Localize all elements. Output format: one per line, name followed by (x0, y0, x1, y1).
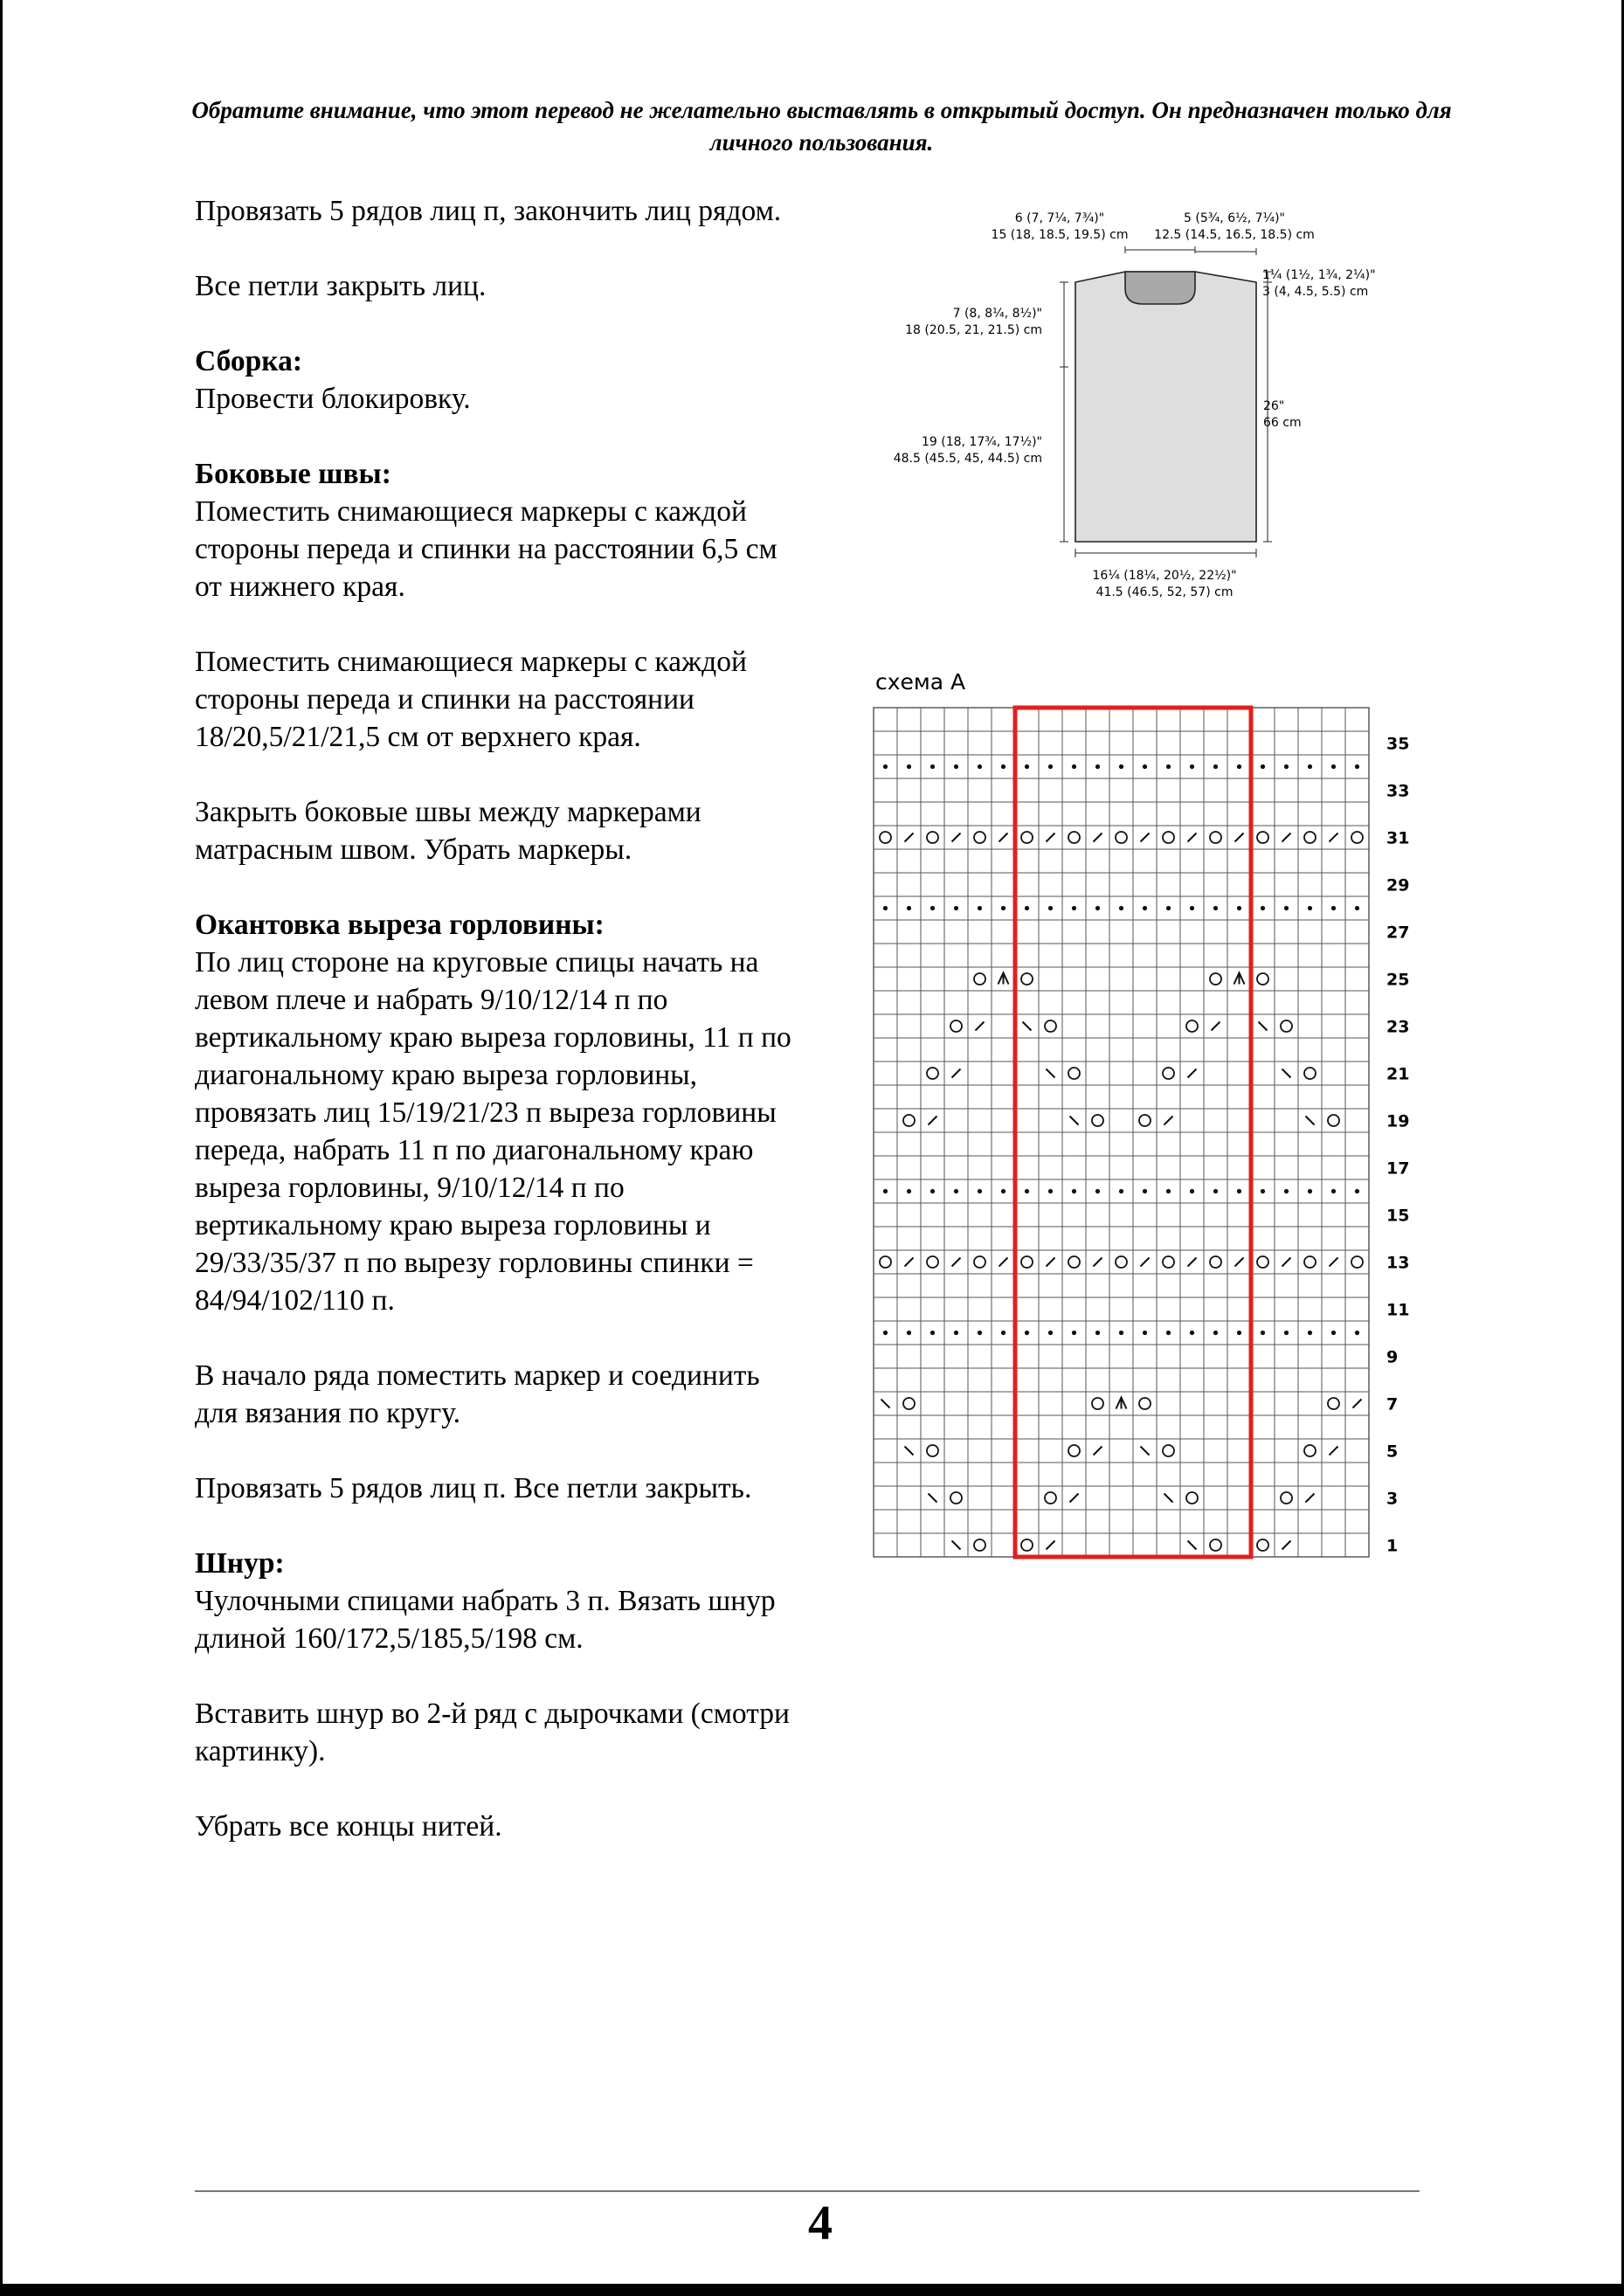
purl-symbol (954, 906, 958, 910)
purl-symbol (1001, 1189, 1005, 1193)
purl-symbol (1072, 1189, 1076, 1193)
purl-symbol (1261, 906, 1265, 910)
paragraph-text: По лиц стороне на круговые спицы начать на левом плече и набрать 9/10/12/14 п по вертикальному краю выреза горловины, 11 п по диагональному краю выреза горловины, провязать лиц 15/19/21/23 п выреза горловины переда, набрать 11 п по диагональному краю выреза горловины, 9/10/12/14 п по вертикальному краю выреза горловины и 29/33/35/37 п по вырезу горловины спинки = 84/94/102/110 п. (195, 946, 791, 1317)
paragraph-text: Поместить снимающиеся маркеры с каждой стороны переда и спинки на расстоянии 6,5 см от нижнего края. (195, 495, 777, 603)
armhole-cm: 18 (20.5, 21, 21.5) cm (905, 323, 1042, 337)
side-in: 19 (18, 17¾, 17½)" (921, 435, 1042, 449)
purl-symbol (1048, 1189, 1053, 1193)
purl-symbol (1048, 764, 1053, 769)
row-label: 17 (1386, 1158, 1410, 1179)
paragraph (195, 1357, 806, 1432)
chart-row-labels (1386, 735, 1409, 1556)
purl-symbol (1119, 906, 1123, 910)
garment-schematic (867, 205, 1409, 607)
purl-symbol (883, 1331, 888, 1335)
purl-symbol (930, 906, 935, 910)
row-label: 31 (1386, 828, 1410, 848)
row-label: 7 (1386, 1394, 1399, 1414)
purl-symbol (883, 1189, 888, 1193)
purl-symbol (1331, 1189, 1336, 1193)
side-cm: 48.5 (45.5, 45, 44.5) cm (893, 452, 1042, 466)
purl-symbol (1355, 764, 1359, 769)
purl-symbol (954, 1189, 958, 1193)
schematic-body (1075, 272, 1256, 542)
purl-symbol (1025, 906, 1029, 910)
purl-symbol (1355, 1331, 1359, 1335)
purl-symbol (1048, 906, 1053, 910)
paragraph (195, 342, 806, 418)
chart-grid (874, 708, 1369, 1557)
purl-symbol (1331, 764, 1336, 769)
shoulder-width-cm: 12.5 (14.5, 16.5, 18.5) cm (1154, 228, 1315, 242)
purl-symbol (930, 764, 935, 769)
paragraph (195, 643, 806, 756)
row-label: 35 (1386, 734, 1410, 754)
page-number: 4 (808, 2196, 833, 2251)
purl-symbol (907, 764, 911, 769)
purl-symbol (907, 906, 911, 910)
row-label: 11 (1386, 1300, 1410, 1320)
paragraph-text: В начало ряда поместить маркер и соединить для вязания по кругу. (195, 1359, 760, 1429)
paragraph (195, 267, 806, 305)
section-heading: Боковые швы: (195, 458, 391, 490)
purl-symbol (1261, 764, 1265, 769)
purl-symbol (1308, 906, 1312, 910)
purl-symbol (1119, 1331, 1123, 1335)
purl-symbol (1190, 764, 1194, 769)
purl-symbol (1213, 1189, 1218, 1193)
purl-symbol (1001, 1331, 1005, 1335)
purl-symbol (1095, 1331, 1100, 1335)
purl-symbol (1261, 1331, 1265, 1335)
paragraph (195, 1695, 806, 1770)
purl-symbol (1166, 1331, 1171, 1335)
notice-text: Обратите внимание, что этот перевод не желательно выставлять в открытый доступ. Он предназначен только для личного пользования. (191, 97, 1452, 156)
row-label: 13 (1386, 1253, 1410, 1273)
purl-symbol (1190, 906, 1194, 910)
length-cm: 66 cm (1263, 416, 1302, 430)
purl-symbol (954, 1331, 958, 1335)
armhole-in: 7 (8, 8¼, 8½)" (952, 307, 1042, 321)
purl-symbol (1237, 1189, 1241, 1193)
purl-symbol (1237, 906, 1241, 910)
purl-symbol (1166, 1189, 1171, 1193)
row-label: 3 (1386, 1489, 1399, 1509)
purl-symbol (1143, 906, 1147, 910)
paragraph-text: Провязать 5 рядов лиц п, закончить лиц рядом. (195, 195, 782, 227)
paragraph-text: Провести блокировку. (195, 383, 471, 415)
purl-symbol (1237, 764, 1241, 769)
width-in: 16¼ (18¼, 20½, 22½)" (1092, 569, 1237, 583)
purl-symbol (907, 1331, 911, 1335)
chart-title: схема А (875, 669, 966, 695)
purl-symbol (1072, 764, 1076, 769)
purl-symbol (978, 1189, 982, 1193)
purl-symbol (883, 764, 888, 769)
purl-symbol (1355, 1189, 1359, 1193)
paragraph (195, 1808, 806, 1845)
paragraph-text: Провязать 5 рядов лиц п. Все петли закрыть. (195, 1472, 752, 1504)
paragraph-text: Поместить снимающиеся маркеры с каждой стороны переда и спинки на расстоянии 18/20,5/21/21,5 см от верхнего края. (195, 646, 747, 753)
purl-symbol (1072, 906, 1076, 910)
shoulder-drop-cm: 3 (4, 4.5, 5.5) cm (1262, 285, 1369, 299)
purl-symbol (1166, 906, 1171, 910)
purl-symbol (1308, 764, 1312, 769)
purl-symbol (883, 906, 888, 910)
purl-symbol (1025, 1331, 1029, 1335)
paragraph (195, 1470, 806, 1507)
row-label: 23 (1386, 1017, 1410, 1037)
purl-symbol (1095, 1189, 1100, 1193)
purl-symbol (1143, 1331, 1147, 1335)
row-label: 9 (1386, 1347, 1399, 1367)
purl-symbol (1213, 906, 1218, 910)
paragraph-text: Закрыть боковые швы между маркерами матрасным швом. Убрать маркеры. (195, 796, 701, 866)
row-label: 27 (1386, 923, 1410, 943)
row-label: 19 (1386, 1111, 1410, 1131)
knitting-chart (867, 664, 1427, 1564)
purl-symbol (1284, 906, 1289, 910)
purl-symbol (1119, 1189, 1123, 1193)
paragraph (195, 1545, 806, 1657)
footer-rule (195, 2190, 1420, 2192)
purl-symbol (1119, 764, 1123, 769)
purl-symbol (1143, 1189, 1147, 1193)
neck-width-in: 6 (7, 7¼, 7¾)" (1014, 211, 1105, 225)
shoulder-width-in: 5 (5¾, 6½, 7¼)" (1184, 211, 1285, 225)
purl-symbol (1166, 764, 1171, 769)
section-heading: Шнур: (195, 1547, 285, 1580)
row-label: 15 (1386, 1206, 1410, 1226)
paragraph (195, 906, 806, 1319)
instructions-column (195, 192, 806, 1883)
purl-symbol (930, 1331, 935, 1335)
purl-symbol (1001, 906, 1005, 910)
purl-symbol (1308, 1331, 1312, 1335)
row-label: 5 (1386, 1442, 1399, 1462)
purl-symbol (1025, 1189, 1029, 1193)
purl-symbol (954, 764, 958, 769)
purl-symbol (978, 764, 982, 769)
purl-symbol (1213, 1331, 1218, 1335)
row-label: 33 (1386, 781, 1410, 801)
purl-symbol (1095, 906, 1100, 910)
purl-symbol (1048, 1331, 1053, 1335)
purl-symbol (1072, 1331, 1076, 1335)
paragraph-text: Чулочными спицами набрать 3 п. Вязать шнур длиной 160/172,5/185,5/198 см. (195, 1585, 776, 1655)
purl-symbol (1355, 906, 1359, 910)
purl-symbol (1001, 764, 1005, 769)
length-in: 26" (1263, 399, 1285, 413)
purl-symbol (1331, 1331, 1336, 1335)
purl-symbol (1331, 906, 1336, 910)
purl-symbol (1284, 1189, 1289, 1193)
purl-symbol (1095, 764, 1100, 769)
paragraph (195, 793, 806, 868)
schematic-neckline (1125, 272, 1195, 304)
purl-symbol (1284, 764, 1289, 769)
row-label: 25 (1386, 970, 1410, 990)
purl-symbol (1143, 764, 1147, 769)
purl-symbol (1190, 1189, 1194, 1193)
purl-symbol (1261, 1189, 1265, 1193)
purl-symbol (978, 1331, 982, 1335)
purl-symbol (1213, 764, 1218, 769)
paragraph-text: Вставить шнур во 2-й ряд с дырочками (смотри картинку). (195, 1698, 790, 1767)
row-label: 21 (1386, 1064, 1410, 1084)
purl-symbol (1308, 1189, 1312, 1193)
paragraph-text: Убрать все концы нитей. (195, 1810, 502, 1843)
purl-symbol (907, 1189, 911, 1193)
purl-symbol (1190, 1331, 1194, 1335)
purl-symbol (978, 906, 982, 910)
paragraph-text: Все петли закрыть лиц. (195, 270, 487, 302)
paragraph (195, 455, 806, 605)
purl-symbol (1237, 1331, 1241, 1335)
purl-symbol (930, 1189, 935, 1193)
neck-width-cm: 15 (18, 18.5, 19.5) cm (991, 228, 1129, 242)
purl-symbol (1025, 764, 1029, 769)
section-heading: Окантовка выреза горловины: (195, 909, 605, 941)
shoulder-drop-in: 1¼ (1½, 1¾, 2¼)" (1262, 268, 1376, 282)
row-label: 1 (1386, 1536, 1399, 1556)
purl-symbol (1284, 1331, 1289, 1335)
row-label: 29 (1386, 875, 1410, 896)
paragraph (195, 192, 806, 230)
section-heading: Сборка: (195, 345, 302, 377)
width-cm: 41.5 (46.5, 52, 57) cm (1095, 585, 1234, 599)
